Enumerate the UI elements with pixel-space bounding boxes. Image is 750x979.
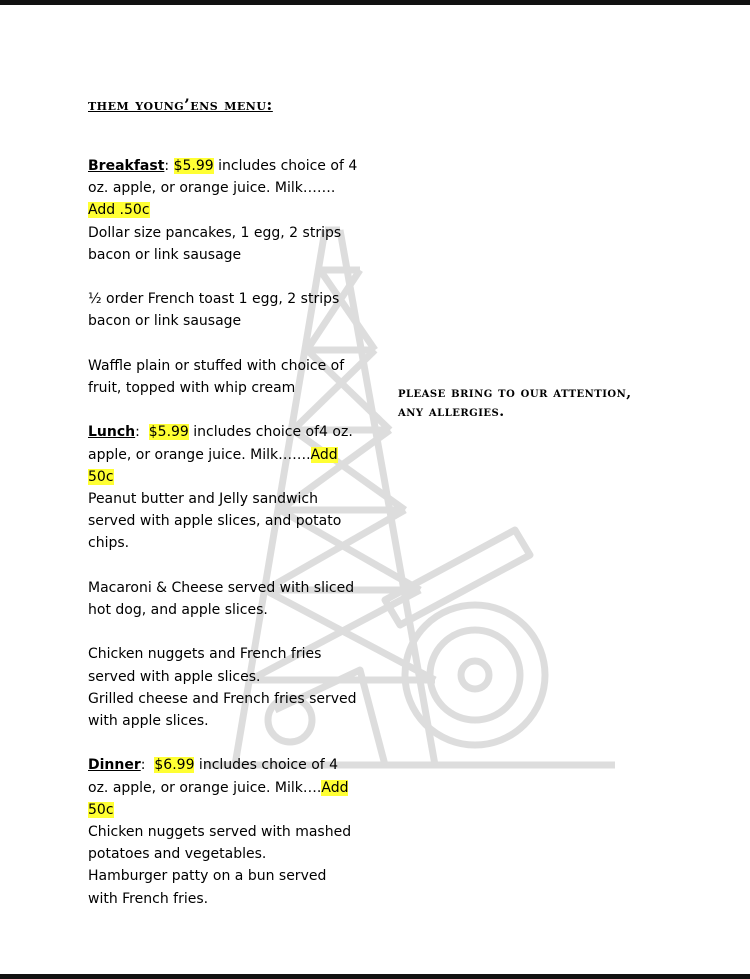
dinner-heading: Dinner <box>88 757 141 774</box>
allergy-notice: please bring to our attention, any allergies. <box>398 385 632 420</box>
menu-body <box>88 155 360 910</box>
breakfast-heading: Breakfast <box>88 158 165 174</box>
breakfast-item: Waffle plain or stuffed with choice of fruit, topped with whip cream <box>88 357 345 396</box>
breakfast-item: Dollar size pancakes, 1 egg, 2 strips bacon or link sausage <box>88 224 342 263</box>
dinner-description: includes choice of 4 oz. apple, or orange juice. Milk…. <box>88 757 339 796</box>
lunch-item: Grilled cheese and French fries served with apple slices. <box>88 690 357 729</box>
page-title: them young’ens menu: <box>88 95 273 114</box>
dinner-section: Dinner: $6.99 includes choice of 4 oz. apple, or orange juice. Milk….Add 50c <box>88 757 349 818</box>
lunch-section: Lunch: $5.99 includes choice of4 oz. apple, or orange juice. Milk…….Add 50c <box>88 424 353 485</box>
dinner-milk-addon: Add 50c <box>88 779 349 818</box>
lunch-description: includes choice of4 oz. apple, or orange juice. Milk……. <box>88 424 353 463</box>
breakfast-section: Breakfast: $5.99 includes choice of 4 oz. apple, or orange juice. Milk……. Add .50c <box>88 158 358 219</box>
lunch-price: $5.99 <box>148 424 189 441</box>
breakfast-milk-addon: Add .50c <box>88 202 150 219</box>
dinner-item: Hamburger patty on a bun served with French fries. <box>88 868 327 907</box>
lunch-milk-addon: Add 50c <box>88 446 338 485</box>
breakfast-price: $5.99 <box>173 158 214 174</box>
top-border <box>0 0 750 5</box>
lunch-item: Peanut butter and Jelly sandwich served with apple slices, and potato chips. <box>88 491 342 552</box>
lunch-heading: Lunch <box>88 424 136 441</box>
bottom-border <box>0 974 750 979</box>
breakfast-description: includes choice of 4 oz. apple, or orange juice. Milk……. <box>88 158 358 197</box>
dinner-item: Chicken nuggets served with mashed potatoes and vegetables. <box>88 824 352 863</box>
lunch-item: Chicken nuggets and French fries served with apple slices. <box>88 646 322 685</box>
lunch-item: Macaroni & Cheese served with sliced hot dog, and apple slices. <box>88 579 355 618</box>
breakfast-item: ½ order French toast 1 egg, 2 strips bacon or link sausage <box>88 291 340 330</box>
dinner-price: $6.99 <box>154 757 195 774</box>
